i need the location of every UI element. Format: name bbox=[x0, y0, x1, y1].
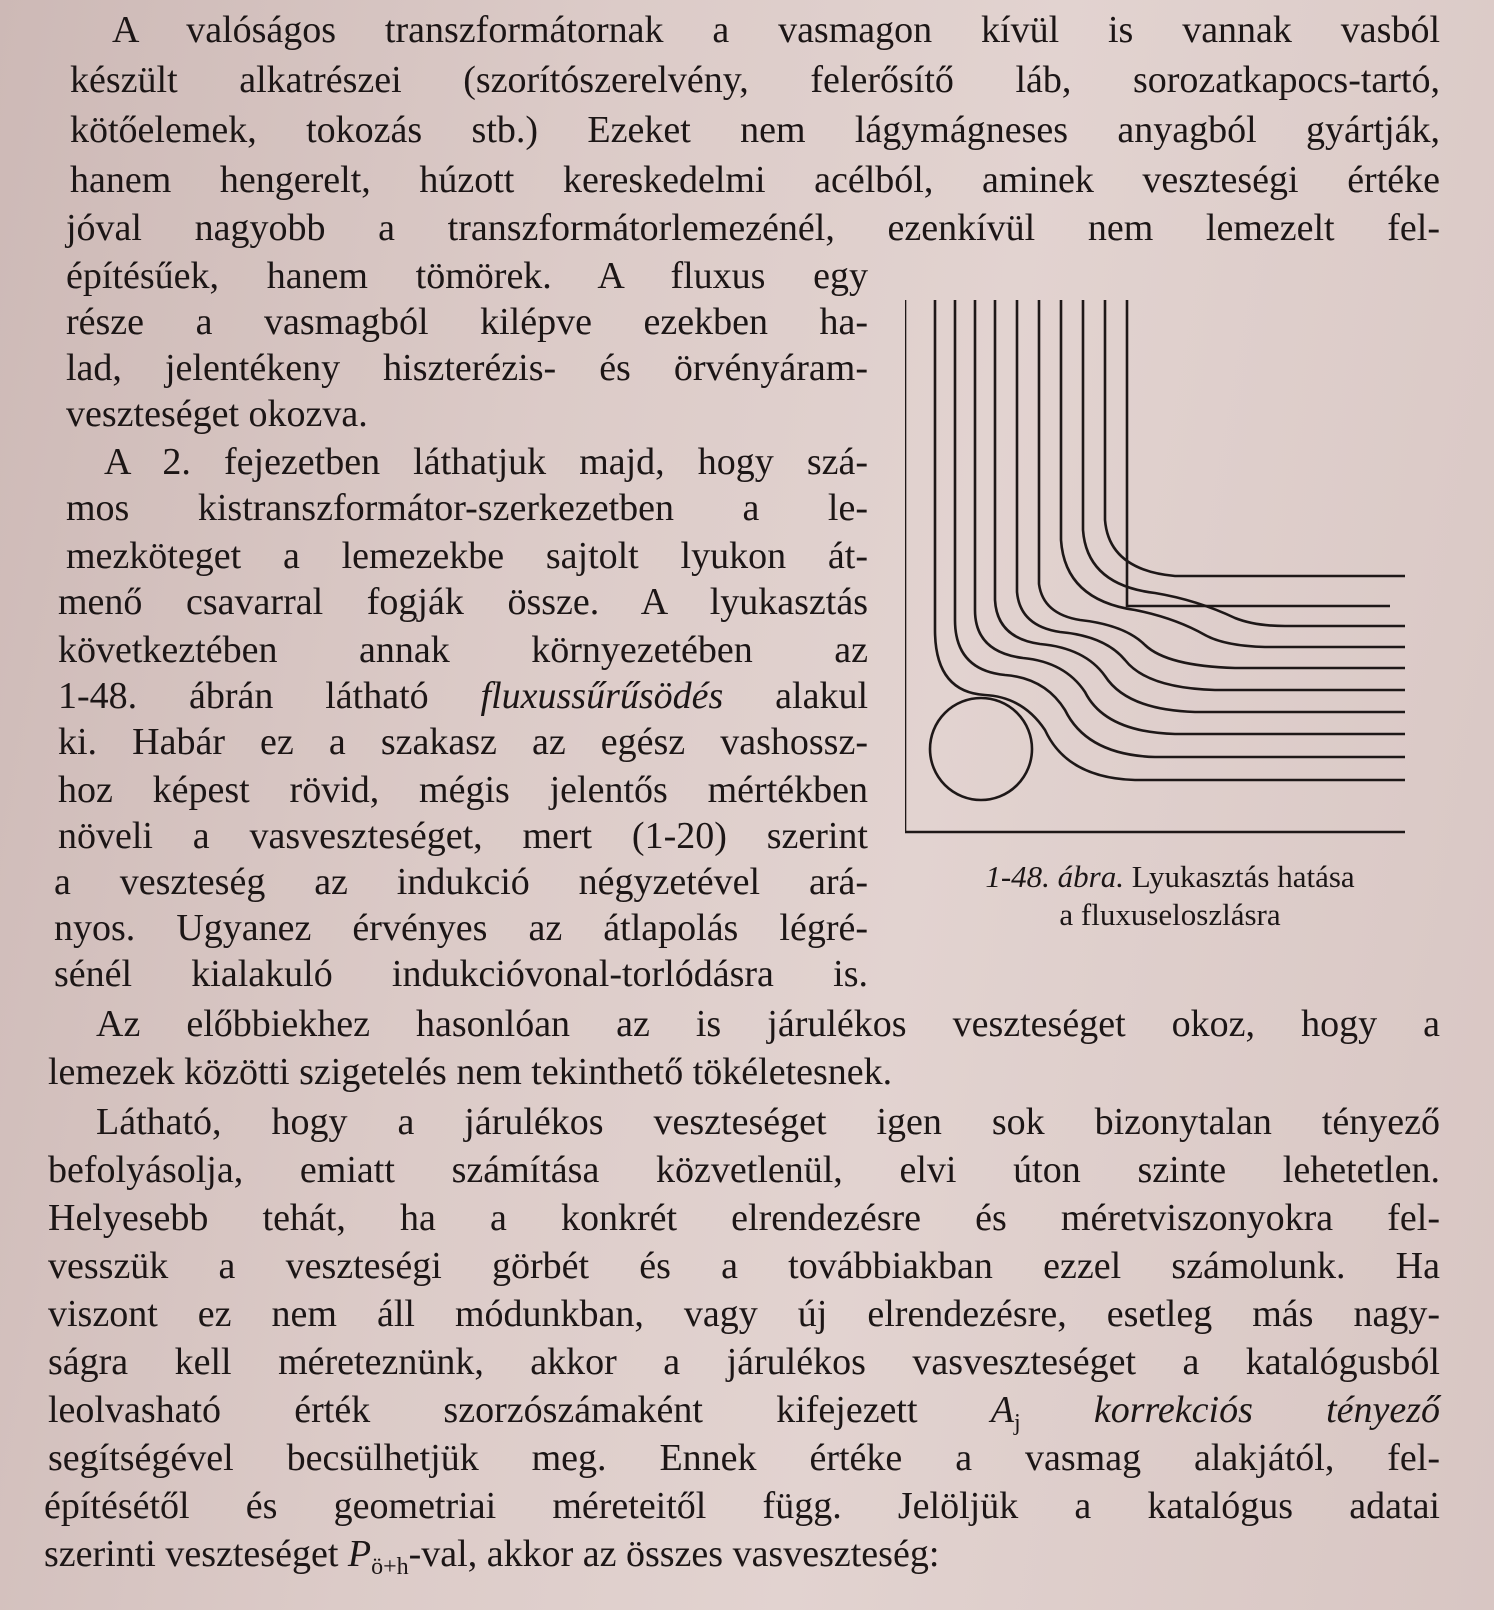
flux-line-1 bbox=[935, 300, 1405, 780]
figure-caption-line-1 bbox=[905, 858, 1435, 896]
p4-line-2: befolyásolja, emiatt számítása közvetlenül, elvi úton szinte lehetetlen. bbox=[48, 1149, 1440, 1191]
p3-line-1: Az előbbiekhez hasonlóan az is járulékos veszteséget okoz, hogy a bbox=[96, 1003, 1440, 1045]
p2-term-fluxussurusodes: fluxussűrűsödés bbox=[480, 675, 724, 717]
p3-line-2: lemezek közötti szigetelés nem tekinthető tökéletesnek. bbox=[48, 1051, 893, 1093]
p2-line-8: hoz képest rövid, mégis jelentős mértékben bbox=[58, 769, 868, 811]
symbol-P-subscript: ö+h bbox=[371, 1554, 409, 1580]
p4-line-9: építésétől és geometriai méreteitől függ. Jelöljük a katalógus adatai bbox=[44, 1485, 1440, 1527]
core-outline bbox=[905, 300, 1405, 832]
p2-line-3: mezköteget a lemezekbe sajtolt lyukon át- bbox=[66, 535, 868, 577]
figure-flux-lines bbox=[905, 300, 1435, 870]
figure-caption-line-2: a fluxuseloszlásra bbox=[1059, 897, 1281, 932]
p1-line-2: készült alkatrészei (szorítószerelvény, felerősítő láb, sorozatkapocs-tartó, bbox=[70, 59, 1440, 101]
p2-line-2: mos kistranszformátor-szerkezetben a le- bbox=[66, 487, 868, 529]
p4-line-8: segítségével becsülhetjük meg. Ennek értéke a vasmag alakjától, fel- bbox=[48, 1437, 1440, 1479]
p4-line-5: viszont ez nem áll módunkban, vagy új elrendezésre, esetleg más nagy- bbox=[48, 1293, 1440, 1335]
p2-line-10: a veszteség az indukció négyzetével ará- bbox=[54, 861, 868, 903]
p2-line-6-text: 1-48. ábrán látható bbox=[58, 675, 429, 717]
p1-line-1: A valóságos transzformátornak a vasmagon kívül is vannak vasból bbox=[112, 9, 1440, 51]
flux-line-5 bbox=[1017, 300, 1405, 690]
p2-line-12: sénél kialakuló indukcióvonal-torlódásra is. bbox=[54, 953, 868, 995]
p1-line-9: veszteséget okozva. bbox=[66, 393, 368, 435]
p4-line-6: ságra kell méreteznünk, akkor a járulékos vasveszteséget a katalógusból bbox=[48, 1341, 1440, 1383]
flux-line-4 bbox=[995, 300, 1405, 712]
p4-line-4: vesszük a veszteségi görbét és a továbbiakban ezzel számolunk. Ha bbox=[48, 1245, 1440, 1287]
p1-line-8: lad, jelentékeny hiszterézis- és örvényáram- bbox=[66, 347, 868, 389]
p2-line-5: következtében annak környezetében az bbox=[58, 629, 868, 671]
flux-line-7 bbox=[1061, 300, 1405, 647]
core-inner-corner bbox=[1127, 300, 1390, 606]
p1-line-6: építésűek, hanem tömörek. A fluxus egy bbox=[66, 255, 868, 297]
flux-line-group bbox=[905, 300, 1405, 832]
p4-line-7-text: leolvasható érték szorzószámaként kifejezett bbox=[48, 1389, 918, 1431]
figure-caption-label: 1-48. ábra. bbox=[985, 859, 1124, 894]
p1-line-3: kötőelemek, tokozás stb.) Ezeket nem lágymágneses anyagból gyártják, bbox=[70, 109, 1440, 151]
p2-line-6-end: alakul bbox=[775, 675, 869, 717]
p2-line-9: növeli a vasveszteséget, mert (1-20) szerint bbox=[58, 815, 868, 857]
symbol-P: P bbox=[347, 1533, 372, 1575]
flux-line-9 bbox=[1105, 300, 1405, 576]
term-korrekcios-tenyezo: korrekciós tényező bbox=[1093, 1389, 1441, 1431]
p2-line-6 bbox=[58, 674, 868, 718]
p4-line-10-end: -val, akkor az összes vasveszteség: bbox=[408, 1533, 940, 1575]
punched-hole bbox=[930, 698, 1032, 800]
flux-line-2 bbox=[955, 300, 1405, 757]
p2-line-7: ki. Habár ez a szakasz az egész vashossz- bbox=[58, 721, 868, 763]
p4-line-10-text: szerinti veszteséget bbox=[44, 1533, 339, 1575]
p2-line-11: nyos. Ugyanez érvényes az átlapolás légré- bbox=[54, 907, 868, 949]
p1-line-4: hanem hengerelt, húzott kereskedelmi acélból, aminek veszteségi értéke bbox=[70, 159, 1440, 201]
p2-line-1: A 2. fejezetben láthatjuk majd, hogy szá- bbox=[104, 441, 868, 483]
p1-line-7: része a vasmagból kilépve ezekben ha- bbox=[66, 301, 868, 343]
p2-line-4: menő csavarral fogják össze. A lyukasztás bbox=[58, 581, 868, 623]
p4-line-1: Látható, hogy a járulékos veszteséget igen sok bizonytalan tényező bbox=[96, 1101, 1440, 1143]
p4-line-3: Helyesebb tehát, ha a konkrét elrendezésre és méretviszonyokra fel- bbox=[48, 1197, 1440, 1239]
p1-line-5: jóval nagyobb a transzformátorlemezénél, ezenkívül nem lemezelt fel- bbox=[66, 207, 1440, 249]
figure-caption-title: Lyukasztás hatása bbox=[1131, 859, 1355, 894]
p4-line-10 bbox=[44, 1532, 939, 1589]
symbol-A: A bbox=[990, 1389, 1014, 1431]
symbol-A-subscript: j bbox=[1013, 1410, 1021, 1436]
